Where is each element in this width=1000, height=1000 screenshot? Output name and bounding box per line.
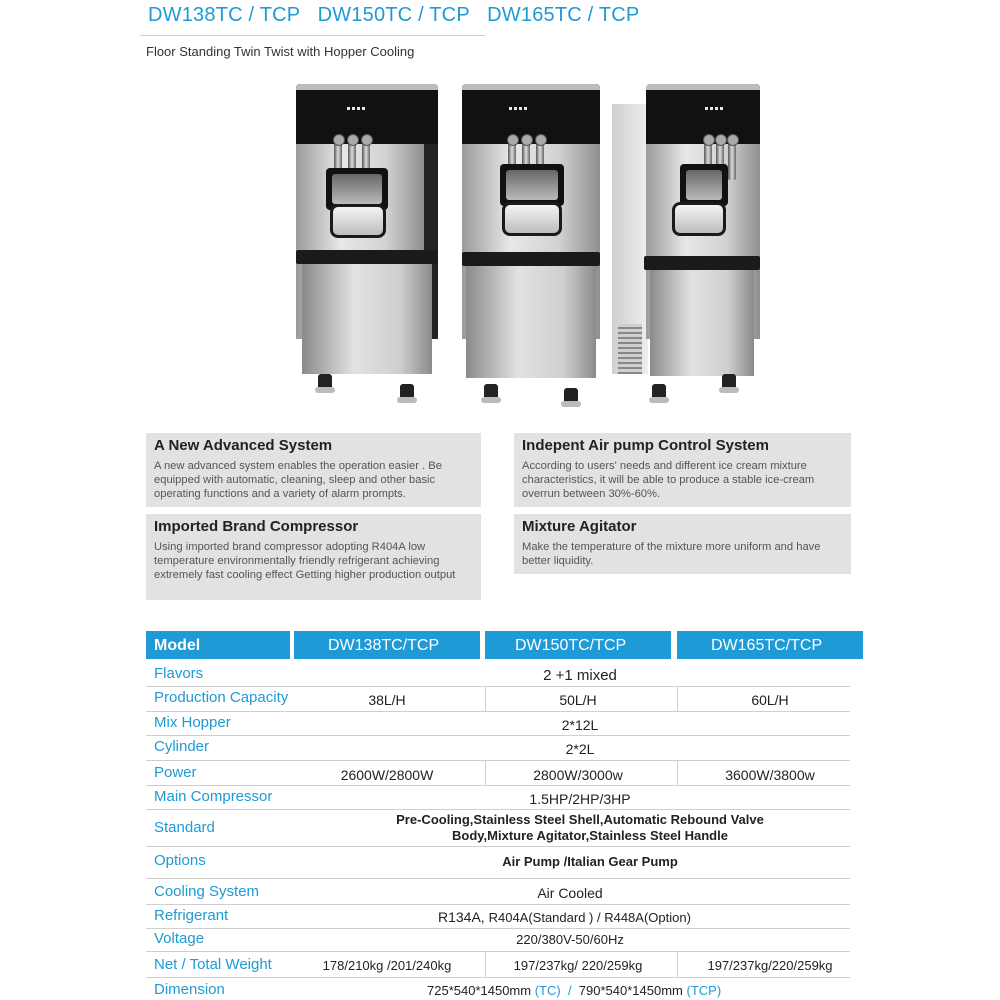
feature-box-agitator	[514, 514, 851, 574]
row-divider	[146, 977, 850, 978]
value-refrigerant	[438, 909, 691, 925]
row-label-cylinder: Cylinder	[154, 738, 210, 755]
row-label-refrigerant: Refrigerant	[154, 907, 229, 924]
page-subtitle: Floor Standing Twin Twist with Hopper Cooling	[146, 44, 415, 59]
value-weight-dw138: 178/210kg /201/240kg	[322, 958, 452, 973]
value-voltage: 220/380V-50/60Hz	[516, 932, 624, 947]
value-weight-dw165: 197/237kg/220/259kg	[707, 958, 833, 973]
header-cell-label: DW138TC/TCP	[328, 637, 440, 654]
value-standard-line-1: Pre-Cooling,Stainless Steel Shell,Automatic Rebound Valve	[396, 812, 764, 827]
feature-box-advanced-system	[146, 433, 481, 507]
dimension-tc: 725*540*1450mm	[427, 983, 532, 998]
dimension-tc-tag: (TC)	[534, 983, 561, 998]
row-label-capacity: Production Capacity	[154, 689, 289, 706]
model-2: DW150TC	[317, 4, 413, 26]
value-capacity-dw165: 60L/H	[751, 692, 789, 708]
header-cell-label: Model	[154, 637, 201, 654]
machine-image-front-1	[296, 84, 438, 410]
model-2-variant: TCP	[429, 4, 470, 26]
value-standard-line-2: Body,Mixture Agitator,Stainless Steel Handle	[452, 828, 728, 843]
row-label-options: Options	[154, 852, 206, 869]
row-label-flavors: Flavors	[154, 665, 204, 682]
row-divider	[146, 904, 850, 905]
model-3: DW165TC	[487, 4, 582, 26]
value-power-dw138: 2600W/2800W	[340, 767, 434, 783]
feature-box-air-pump	[514, 433, 851, 507]
spec-header-dw165	[677, 631, 863, 659]
feature-box-compressor	[146, 514, 481, 600]
header-cell-label: DW150TC/TCP	[515, 637, 627, 654]
model-3-variant: TCP	[598, 4, 640, 26]
row-divider	[146, 785, 850, 786]
row-label-cooling-system: Cooling System	[154, 883, 260, 900]
model-1-variant: TCP	[259, 4, 301, 26]
value-power-dw165: 3600W/3800w	[725, 767, 815, 783]
dimension-separator: /	[567, 983, 572, 998]
slash: /	[248, 4, 255, 26]
value-dimension	[427, 983, 721, 998]
value-capacity-dw138: 38L/H	[368, 692, 406, 708]
machine-image-side	[606, 84, 760, 414]
slash: /	[587, 4, 594, 26]
feature-title: Mixture Agitator	[522, 518, 637, 535]
dimension-tcp-tag: (TCP)	[686, 983, 722, 998]
refrigerant-primary: R134A,	[438, 909, 485, 925]
value-main-compressor: 1.5HP/2HP/3HP	[529, 791, 631, 807]
value-flavors: 2 +1 mixed	[543, 667, 617, 684]
row-divider	[146, 846, 850, 847]
feature-text: Make the temperature of the mixture more uniform and have better liquidity.	[522, 541, 821, 567]
value-power-dw150: 2800W/3000w	[533, 767, 623, 783]
header-cell-label: DW165TC/TCP	[711, 637, 823, 654]
value-cooling-system: Air Cooled	[537, 885, 603, 901]
row-label-mix-hopper: Mix Hopper	[154, 714, 231, 731]
feature-text: According to users' needs and different ice cream mixture characteristics, it will be able to produce a stable ice-cream overrun between 30%-60%.	[522, 460, 815, 500]
feature-title: Indepent Air pump Control System	[522, 437, 769, 454]
value-weight-dw150: 197/237kg/ 220/259kg	[513, 958, 643, 973]
page-title	[148, 4, 639, 27]
spec-header-model	[146, 631, 290, 659]
row-divider	[146, 735, 850, 736]
value-capacity-dw150: 50L/H	[559, 692, 597, 708]
row-label-weight: Net / Total Weight	[154, 956, 272, 973]
header-divider	[140, 35, 485, 36]
value-cylinder: 2*2L	[565, 741, 595, 757]
row-label-main-compressor: Main Compressor	[154, 788, 273, 805]
spec-header-dw150	[485, 631, 671, 659]
feature-text: Using imported brand compressor adopting R404A low temperature environmentally friendly refrigerant achieving extremely fast cooling effect Getting higher production output	[154, 541, 456, 581]
row-label-standard: Standard	[154, 819, 215, 836]
value-options: Air Pump /Italian Gear Pump	[502, 854, 678, 869]
row-divider	[146, 760, 850, 761]
row-divider	[146, 951, 850, 952]
feature-text: A new advanced system enables the operation easier . Be equipped with automatic, cleaning, sleep and other basic operating functions and a variety of alarm prompts.	[154, 460, 442, 500]
value-mix-hopper: 2*12L	[561, 717, 599, 733]
row-label-voltage: Voltage	[154, 930, 205, 947]
machine-image-front-2	[462, 84, 600, 414]
refrigerant-options: R404A(Standard ) / R448A(Option)	[488, 910, 691, 925]
model-1: DW138TC	[148, 4, 243, 26]
row-divider	[146, 711, 850, 712]
row-divider	[146, 809, 850, 810]
spec-header-dw138	[294, 631, 480, 659]
slash: /	[418, 4, 424, 26]
row-label-power: Power	[154, 764, 197, 781]
dimension-tcp: 790*540*1450mm	[578, 983, 683, 998]
feature-title: A New Advanced System	[154, 437, 333, 454]
row-divider	[146, 878, 850, 879]
row-label-dimension: Dimension	[154, 981, 225, 998]
row-divider	[146, 928, 850, 929]
row-divider	[146, 686, 850, 687]
feature-title: Imported Brand Compressor	[154, 518, 359, 535]
